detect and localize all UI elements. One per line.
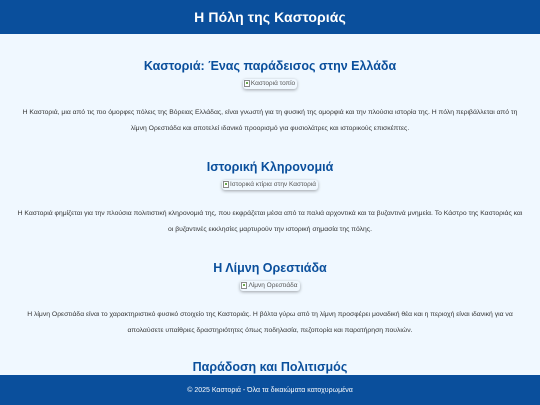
main-content[interactable] [0,34,540,375]
section-paragraph: Η λίμνη Ορεστιάδα είναι το χαρακτηριστικό φυσικό στοιχείο της Καστοριάς. Η βόλτα γύρω από τη λίμνη προσφέρει μοναδική θέα και η περιοχή είναι ιδανική για να απολαύσετε υπαίθριες δραστηριότητες όπως ποδηλασία, πεζοπορία και παρατήρηση πουλιών. [27,311,513,334]
site-footer [0,375,540,405]
image-alt-text: Ιστορικά κτίρια στην Καστοριά [229,180,317,188]
section-paragraph: Η Καστοριά φημίζεται για την πλούσια πολιτιστική κληρονομιά της, που εκφράζεται μέσα από τα παλιά αρχοντικά και τα βυζαντινά μνημεία. Το Κάστρο της Καστοριάς και οι βυζαντινές εκκλησίες μαρτυρούν την ιστορική σημασία της πόλης. [17,210,523,233]
section-paragraph: Η Καστοριά, μια από τις πιο όμορφες πόλεις της Βόρειας Ελλάδας, είναι γνωστή για τη φυσική της ομορφιά και την πλούσια ιστορία της. Η πόλη περιβάλλεται από τη λίμνη Ορεστιάδα και αποτελεί ιδανικό προορισμό για φυσιολάτρες και ιστορικούς επισκέπτες. [22,109,518,132]
section-paradise [0,58,540,136]
broken-image-lake-orestiada [240,281,299,291]
broken-image-kastoria-landscape [243,79,297,89]
copyright-text: © 2025 Καστοριά - Όλα τα δικαιώματα κατοχυρωμένα [187,386,353,394]
image-alt-text: Λίμνη Ορεστιάδα [248,281,298,289]
section-heading: Καστοριά: Ένας παράδεισος στην Ελλάδα [143,59,397,73]
section-lake [0,260,540,338]
broken-image-historic-buildings [222,180,318,190]
image-alt-text: Καστοριά τοπίο [250,79,296,87]
section-heading: Παράδοση και Πολιτισμός [192,360,348,374]
site-header [0,0,540,34]
section-heritage [0,159,540,237]
broken-image-icon [241,282,247,289]
section-heading: Η Λίμνη Ορεστιάδα [213,261,327,275]
broken-image-icon [223,181,229,188]
site-title: Η Πόλη της Καστοριάς [194,9,346,25]
broken-image-icon [244,80,250,87]
section-heading: Ιστορική Κληρονομιά [206,160,334,174]
section-tradition [0,359,540,375]
